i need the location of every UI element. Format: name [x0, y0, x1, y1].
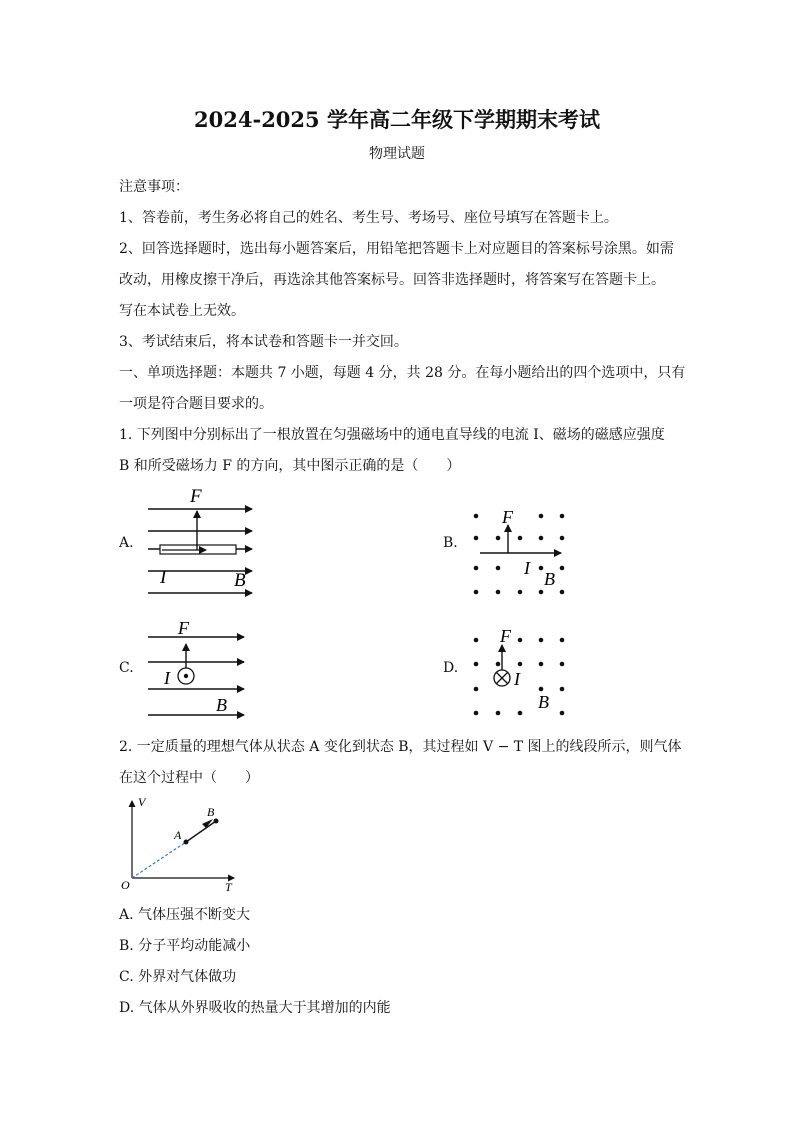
- question-1-line-1: 1. 下列图中分别标出了一根放置在匀强磁场中的通电直导线的电流 I、磁场的磁感应强度: [119, 427, 665, 443]
- question-2-line-1: 2. 一定质量的理想气体从状态 A 变化到状态 B，其过程如 V − T 图上的线段所示，则气体: [119, 739, 682, 755]
- point-a: [184, 840, 189, 845]
- field-label: B: [544, 569, 555, 589]
- vt-graph: [118, 795, 248, 895]
- option-b-diagram: [466, 505, 576, 605]
- origin-label: O: [121, 878, 130, 892]
- option-a-diagram: [140, 480, 270, 605]
- exam-title: 2024-2025 学年高二年级下学期期末考试: [194, 107, 600, 132]
- current-label: I: [164, 668, 170, 688]
- q2-option-b: B. 分子平均动能减小: [119, 938, 251, 954]
- option-b-label: B.: [443, 535, 458, 551]
- point-a-label: A: [174, 828, 182, 842]
- point-b: [214, 819, 219, 824]
- point-b-label: B: [207, 805, 215, 819]
- note-2-line-3: 写在本试卷上无效。: [119, 303, 245, 319]
- force-label: F: [502, 507, 513, 527]
- note-1: 1、答卷前，考生务必将自己的姓名、考生号、考场号、座位号填写在答题卡上。: [119, 210, 618, 226]
- q2-option-a: A. 气体压强不断变大: [119, 907, 251, 923]
- note-2-line-1: 2、回答选择题时，选出每小题答案后，用铅笔把答题卡上对应题目的答案标号涂黑。如需: [119, 241, 674, 257]
- section-1-line-2: 一项是符合题目要求的。: [119, 396, 273, 412]
- question-1-line-2: B 和所受磁场力 F 的方向，其中图示正确的是（ ）: [119, 458, 461, 474]
- exam-subtitle: 物理试题: [369, 146, 425, 162]
- note-2-line-2: 改动，用橡皮擦干净后，再选涂其他答案标号。回答非选择题时，将答案写在答题卡上。: [119, 272, 665, 288]
- option-a-label: A.: [119, 535, 134, 551]
- q2-option-c: C. 外界对气体做功: [119, 969, 237, 985]
- notes-heading: 注意事项：: [119, 179, 189, 195]
- option-c-label: C.: [119, 660, 134, 676]
- note-3: 3、考试结束后，将本试卷和答题卡一并交回。: [119, 334, 408, 350]
- force-label: F: [190, 486, 202, 507]
- question-2-line-2: 在这个过程中（ ）: [119, 770, 259, 786]
- field-label: B: [234, 570, 246, 591]
- current-label: I: [160, 567, 167, 588]
- v-axis-label: V: [138, 795, 146, 809]
- field-label: B: [216, 695, 227, 715]
- section-1-line-1: 一、单项选择题：本题共 7 小题，每题 4 分，共 28 分。在每小题给出的四个选项中，只有: [119, 365, 686, 381]
- option-d-diagram: [466, 628, 576, 723]
- t-axis-label: T: [225, 880, 232, 894]
- current-label: I: [514, 669, 520, 689]
- dashed-extension: [132, 842, 186, 878]
- q2-option-d: D. 气体从外界吸收的热量大于其增加的内能: [119, 1000, 391, 1016]
- force-label: F: [178, 618, 189, 638]
- force-label: F: [500, 626, 511, 646]
- current-label: I: [524, 558, 530, 578]
- process-segment: [186, 821, 216, 842]
- option-c-diagram: [140, 615, 255, 720]
- option-d-label: D.: [443, 660, 459, 676]
- field-label: B: [538, 692, 549, 712]
